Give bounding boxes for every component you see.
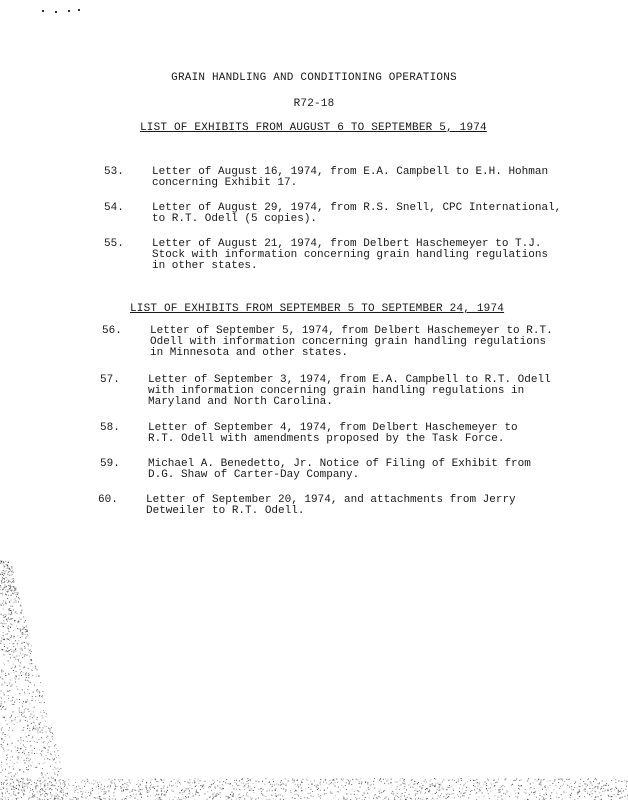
exhibit-number: 54. — [104, 202, 124, 214]
exhibit-text-line: Letter of September 20, 1974, and attachments from Jerry — [146, 494, 516, 506]
exhibit-text-line: Maryland and North Carolina. — [148, 396, 333, 408]
exhibit-text-line: Letter of August 21, 1974, from Delbert Haschemeyer to T.J. — [152, 238, 542, 250]
section2-heading: LIST OF EXHIBITS FROM SEPTEMBER 5 TO SEPTEMBER 24, 1974 — [130, 303, 505, 315]
exhibit-text-line: in Minnesota and other states. — [150, 347, 349, 359]
exhibit-text-line: Letter of September 5, 1974, from Delbert Haschemeyer to R.T. — [150, 325, 553, 337]
section1-heading: LIST OF EXHIBITS FROM AUGUST 6 TO SEPTEMBER 5, 1974 — [140, 122, 487, 134]
exhibit-text-line: Stock with information concerning grain handling regulations — [152, 249, 549, 261]
document-title: GRAIN HANDLING AND CONDITIONING OPERATIONS — [171, 72, 457, 84]
exhibit-text-line: Odell with information concerning grain handling regulations — [150, 336, 547, 348]
exhibit-text-line: Letter of August 16, 1974, from E.A. Campbell to E.H. Hohman — [152, 166, 549, 178]
exhibit-text-line: concerning Exhibit 17. — [152, 177, 298, 189]
exhibit-text-line: with information concerning grain handling regulations in — [148, 385, 525, 397]
exhibit-text-line: Letter of September 4, 1974, from Delbert Haschemeyer to — [148, 422, 518, 434]
exhibit-number: 55. — [104, 238, 124, 250]
exhibit-text-line: Detweiler to R.T. Odell. — [146, 505, 305, 517]
exhibit-text-line: in other states. — [152, 260, 258, 272]
docket-number: R72-18 — [293, 98, 335, 110]
exhibit-number: 58. — [100, 422, 120, 434]
exhibit-number: 53. — [104, 166, 124, 178]
exhibit-text-line: Letter of September 3, 1974, from E.A. Campbell to R.T. Odell — [148, 374, 551, 386]
exhibit-number: 56. — [102, 325, 122, 337]
exhibit-text-line: Letter of August 29, 1974, from R.S. Snell, CPC International, — [152, 202, 562, 214]
exhibit-number: 57. — [100, 374, 120, 386]
exhibit-number: 59. — [100, 458, 120, 470]
exhibit-text-line: Michael A. Benedetto, Jr. Notice of Filing of Exhibit from — [148, 458, 531, 470]
exhibit-text-line: R.T. Odell with amendments proposed by the Task Force. — [148, 433, 505, 445]
exhibit-number: 60. — [98, 494, 118, 506]
exhibit-text-line: to R.T. Odell (5 copies). — [152, 213, 318, 225]
exhibit-text-line: D.G. Shaw of Carter-Day Company. — [148, 469, 360, 481]
